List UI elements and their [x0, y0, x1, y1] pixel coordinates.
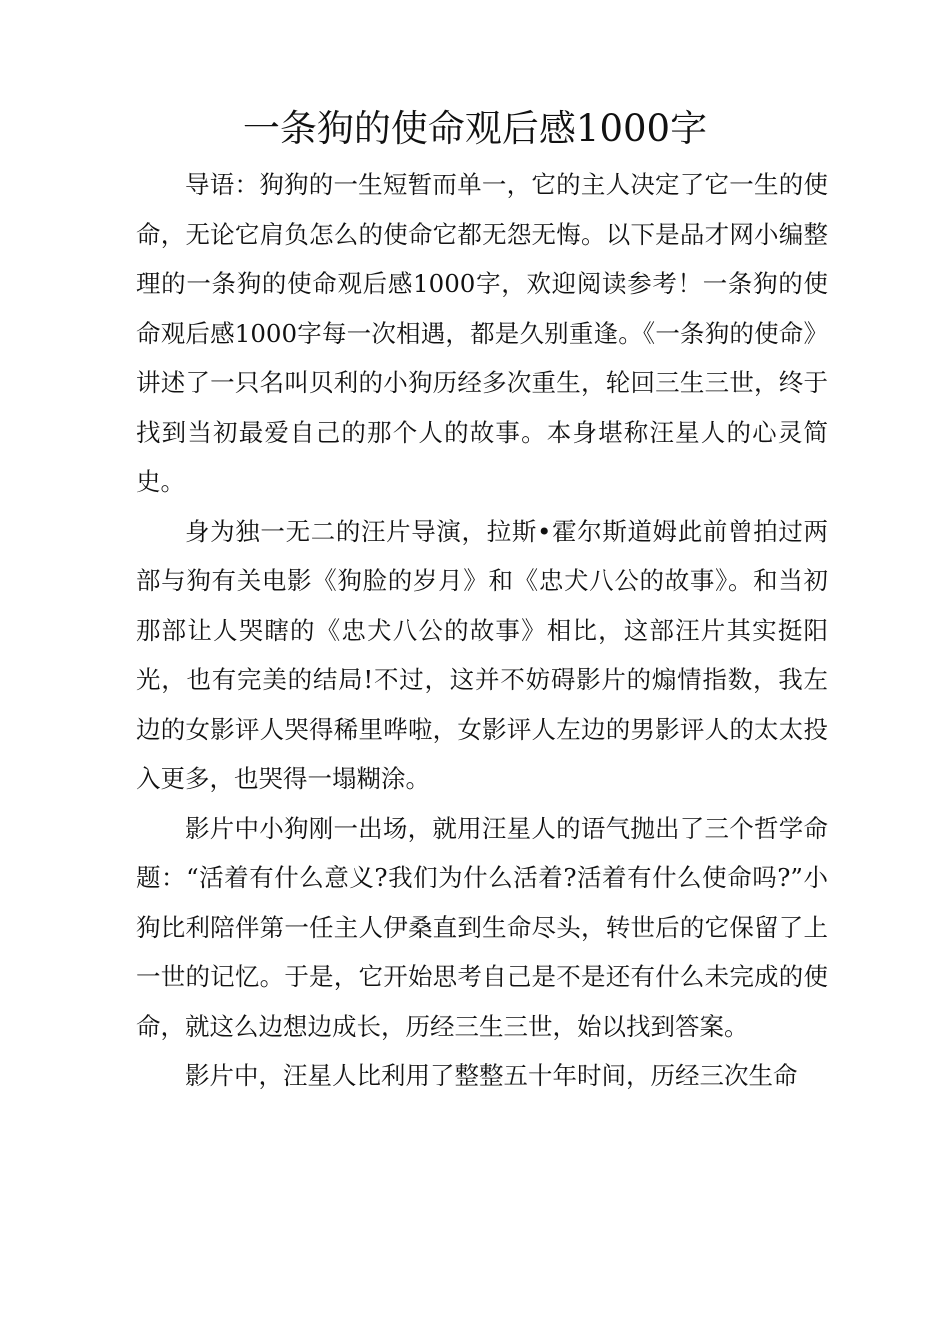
paragraph-fifty-years: 影片中，汪星人比利用了整整五十年时间，历经三次生命 [185, 1061, 798, 1090]
paragraph-philosophy: 影片中小狗刚一出场，就用汪星人的语气抛出了三个哲学命题：“活着有什么意义?我们为什么活着?活着有什么使命吗?”小狗比利陪伴第一任主人伊桑直到生命尽头，转世后的它保留了上一世的记忆。于是，它开始思考自己是不是还有什么未完成的使命，就这么边想边成长，历经三生三世，始以找到答案。 [136, 813, 828, 1041]
document-body [136, 160, 828, 1101]
paragraph-director: 身为独一无二的汪片导演，拉斯•霍尔斯道姆此前曾拍过两部与狗有关电影《狗脸的岁月》和《忠犬八公的故事》。和当初那部让人哭瞎的《忠犬八公的故事》相比，这部汪片其实挺阳光，也有完美的结局!不过，这并不妨碍影片的煽情指数，我左边的女影评人哭得稀里哗啦，女影评人左边的男影评人的太太投入更多，也哭得一塌糊涂。 [136, 516, 828, 793]
document-title: 一条狗的使命观后感1000字 [242, 107, 708, 150]
paragraph-intro: 导语：狗狗的一生短暂而单一，它的主人决定了它一生的使命，无论它肩负怎么的使命它都无怨无悔。以下是品才网小编整理的一条狗的使命观后感1000字，欢迎阅读参考！一条狗的使命观后感1000字每一次相遇，都是久别重逢。《一条狗的使命》讲述了一只名叫贝利的小狗历经多次重生，轮回三生三世，终于找到当初最爱自己的那个人的故事。本身堪称汪星人的心灵简史。 [136, 170, 828, 496]
